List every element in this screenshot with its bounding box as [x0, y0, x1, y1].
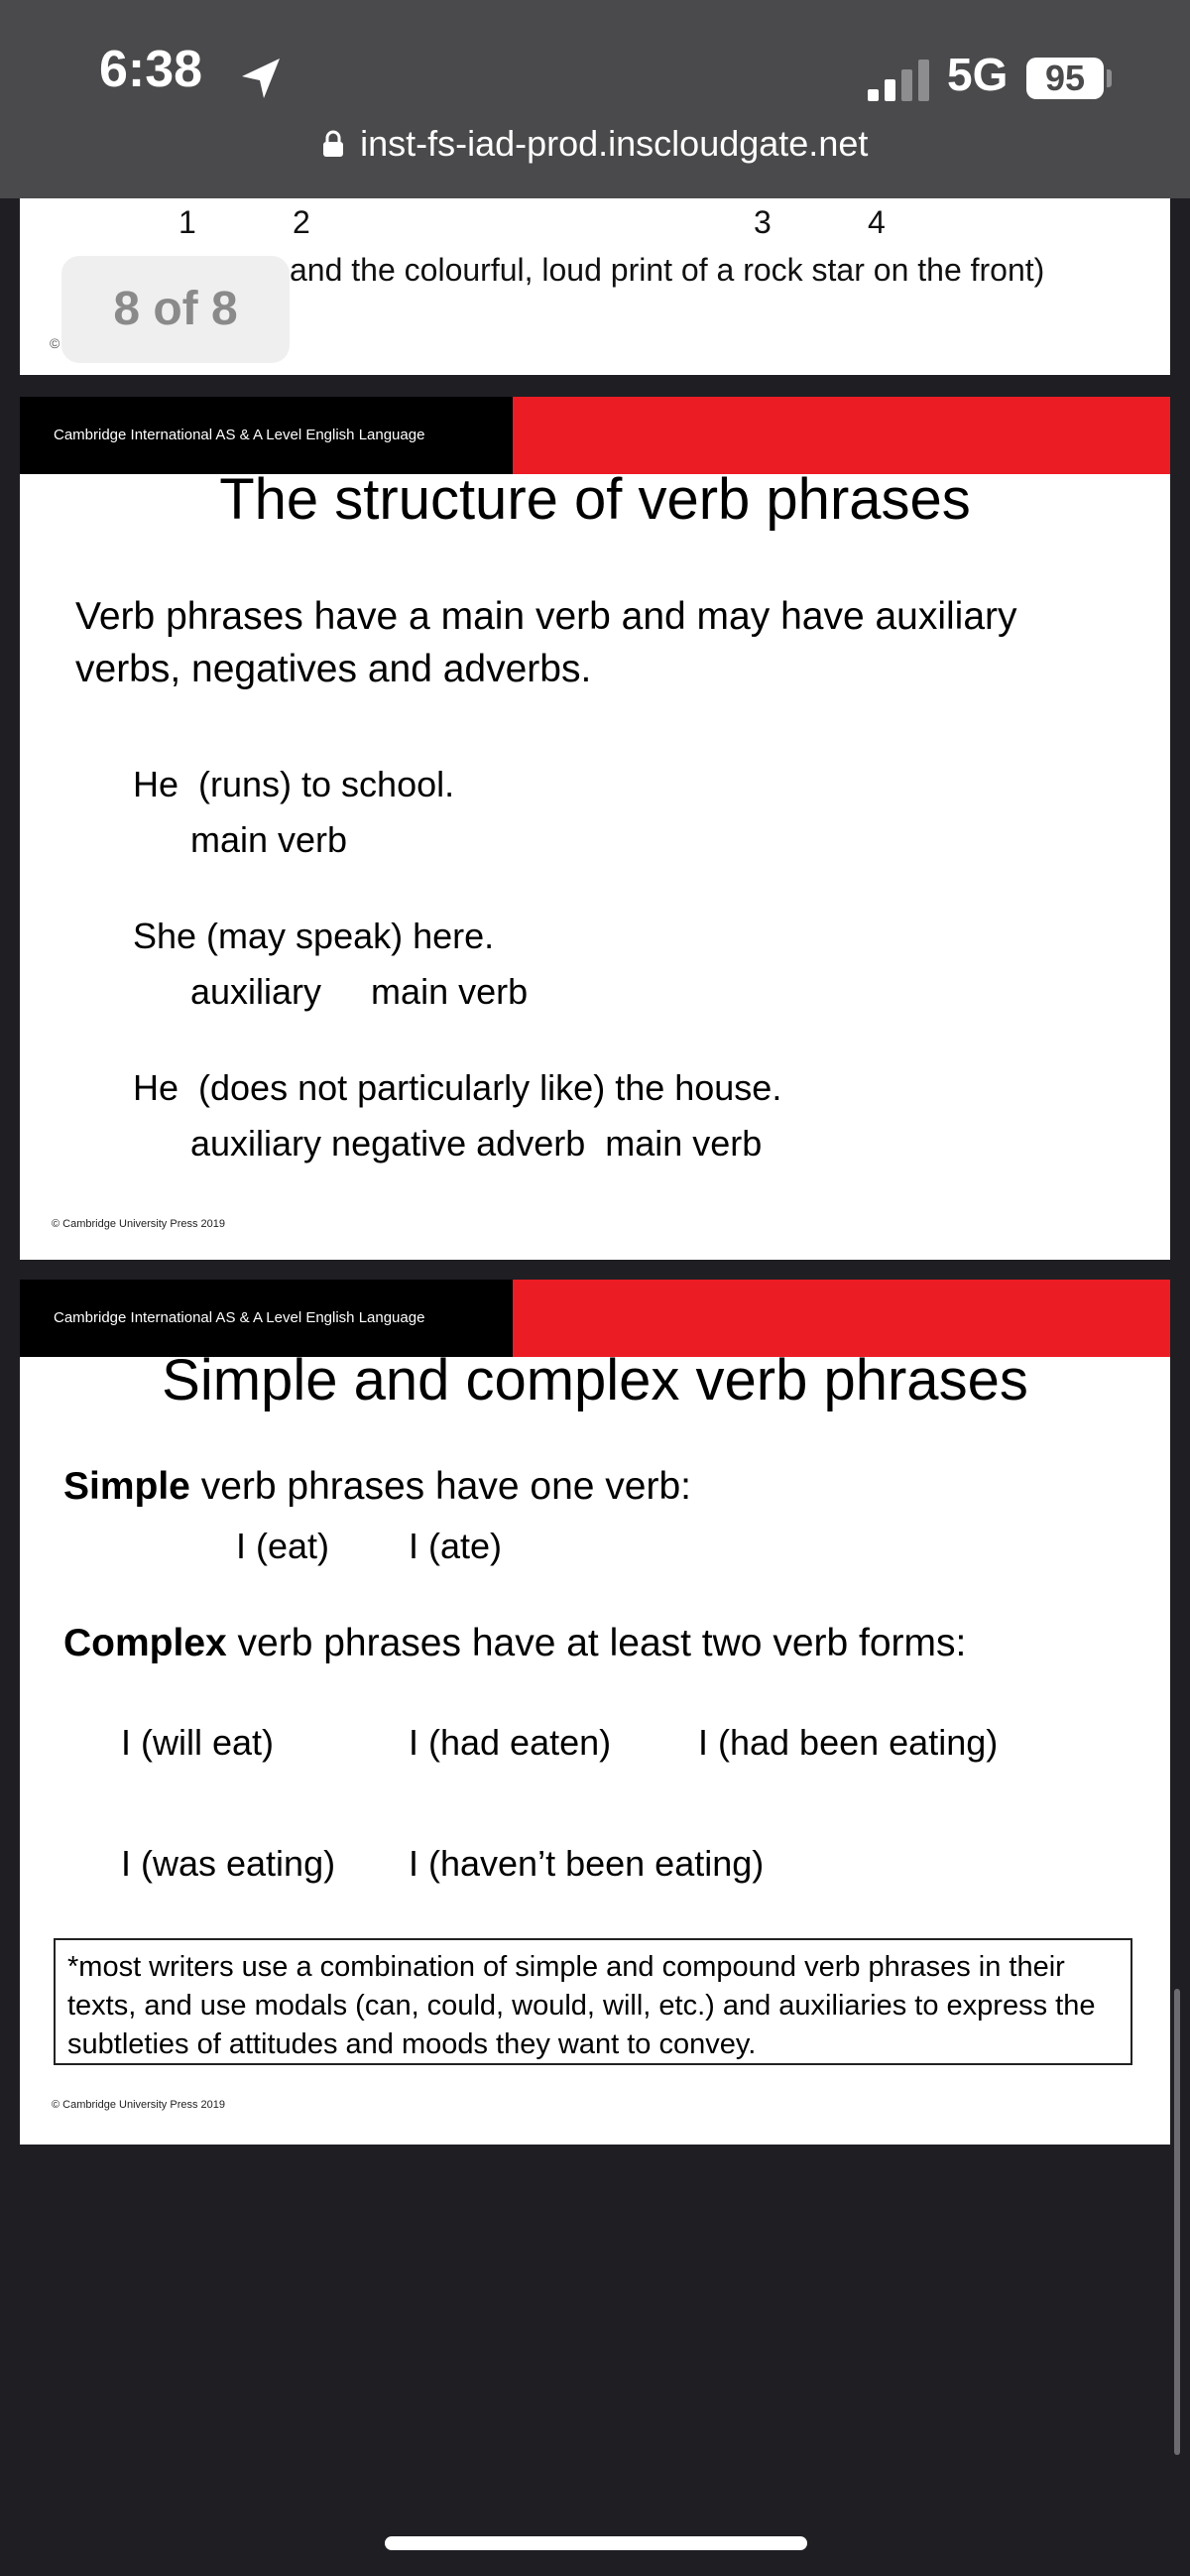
- slide-header: [20, 1280, 1170, 1357]
- slide-simple-complex-verb-phrases: [20, 1280, 1170, 2145]
- header-text: Cambridge International AS & A Level English Language: [54, 427, 425, 443]
- copyright: © Cambridge University Press 2019: [52, 1218, 226, 1230]
- battery-tip: [1107, 69, 1112, 87]
- header-red-band: [513, 1280, 1170, 1357]
- example-sentence: He (does not particularly like) the house.: [133, 1067, 782, 1108]
- url-text: inst-fs-iad-prod.inscloudgate.net: [360, 123, 869, 164]
- simple-term: Simple: [63, 1465, 190, 1508]
- simple-example: I (eat): [236, 1526, 330, 1566]
- complex-text: verb phrases have at least two verb forms:: [226, 1622, 967, 1664]
- header-text: Cambridge International AS & A Level English Language: [54, 1309, 425, 1326]
- simple-definition: [63, 1460, 691, 1513]
- complex-example: I (will eat): [121, 1722, 275, 1763]
- example-label: auxiliary negative adverb main verb: [190, 1123, 763, 1164]
- slide-verb-phrase-structure: [20, 397, 1170, 1260]
- battery-icon: 95: [1026, 58, 1104, 99]
- previous-slide: [20, 198, 1170, 375]
- slide-title: Simple and complex verb phrases: [162, 1348, 1028, 1412]
- complex-example: I (had been eating): [698, 1722, 999, 1763]
- slide-header: [20, 397, 1170, 474]
- status-bar: [0, 0, 1190, 198]
- previous-slide-text: and the colourful, loud print of a rock star on the front): [290, 252, 1045, 288]
- example-sentence: She (may speak) here.: [133, 916, 495, 956]
- copyright-mark: ©: [50, 335, 60, 351]
- word-number: 4: [868, 204, 886, 240]
- complex-term: Complex: [63, 1622, 227, 1664]
- simple-text: verb phrases have one verb:: [189, 1465, 692, 1508]
- complex-example: I (haven’t been eating): [409, 1843, 765, 1884]
- word-number: 1: [178, 204, 196, 240]
- scrollbar[interactable]: [1174, 1989, 1180, 2455]
- complex-example: I (was eating): [121, 1843, 336, 1884]
- home-indicator[interactable]: [385, 2536, 807, 2550]
- word-number: 3: [754, 204, 772, 240]
- status-time: 6:38: [99, 41, 203, 98]
- location-arrow-icon: [236, 55, 286, 104]
- intro-line: Verb phrases have a main verb and may have auxiliary: [75, 595, 1017, 638]
- slide-title: The structure of verb phrases: [219, 467, 971, 532]
- address-bar[interactable]: [0, 123, 1190, 165]
- example-sentence: He (runs) to school.: [133, 764, 455, 804]
- word-number: 2: [293, 204, 310, 240]
- network-type: 5G: [947, 49, 1009, 100]
- complex-definition: [63, 1617, 966, 1669]
- page-indicator: 8 of 8: [61, 256, 290, 363]
- intro-line: verbs, negatives and adverbs.: [75, 648, 592, 690]
- example-label: main verb: [190, 819, 348, 860]
- cellular-signal-icon: [868, 58, 937, 101]
- example-label: auxiliary main verb: [190, 971, 529, 1012]
- header-red-band: [513, 397, 1170, 474]
- simple-example: I (ate): [409, 1526, 503, 1566]
- note-box: *most writers use a combination of simple and compound verb phrases in their texts, and use modals (can, could, would, will, etc.) and auxiliaries to express the subtleties of attitudes and moods they want to convey.: [54, 1938, 1132, 2065]
- complex-example: I (had eaten): [409, 1722, 612, 1763]
- lock-icon: [322, 130, 344, 158]
- copyright: © Cambridge University Press 2019: [52, 2099, 226, 2111]
